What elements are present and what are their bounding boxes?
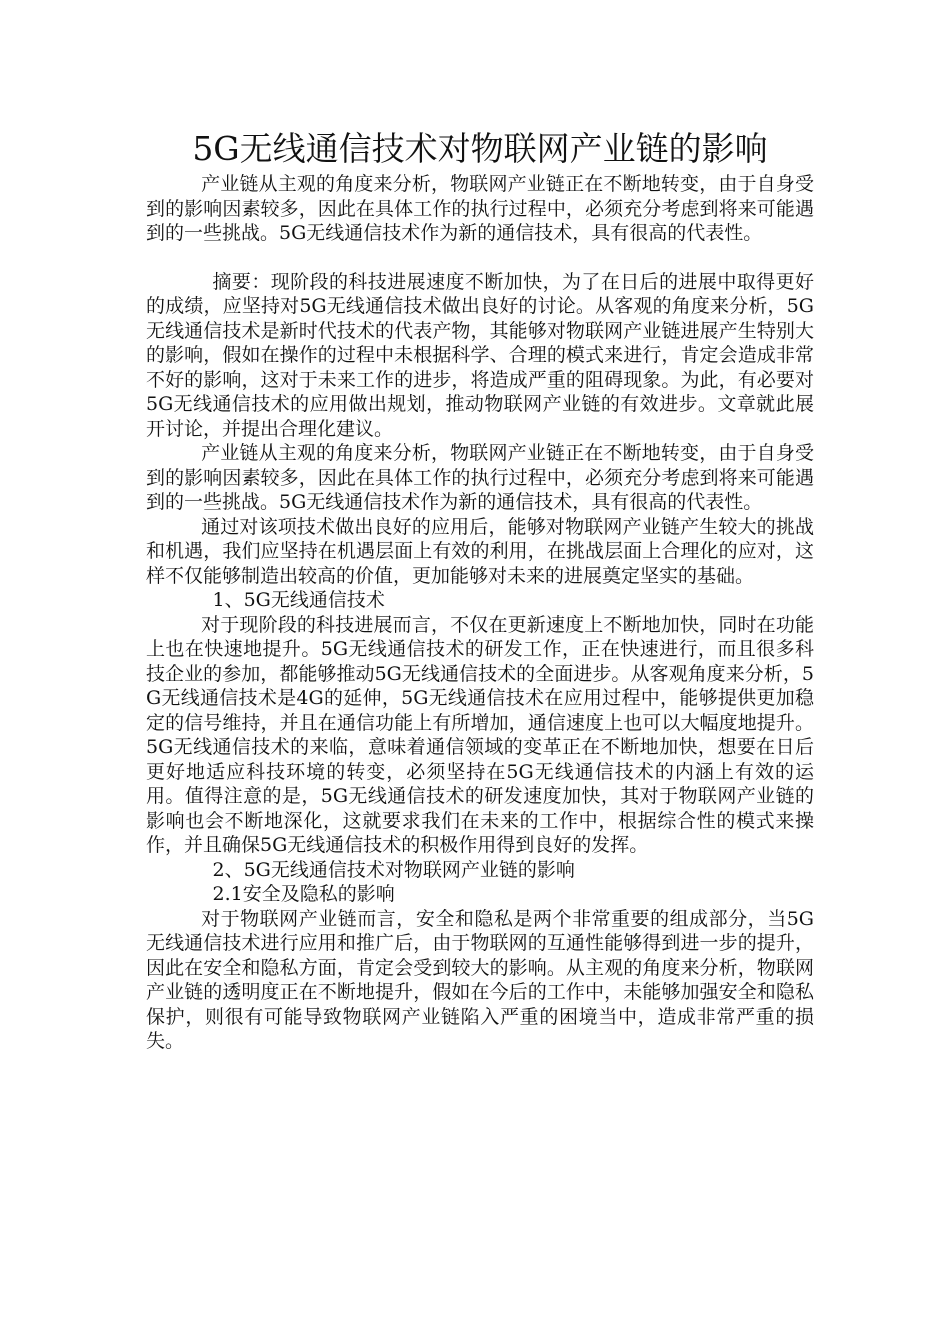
abstract-paragraph: 摘要：现阶段的科技进展速度不断加快，为了在日后的进展中取得更好的成绩，应坚持对5G无线通信技术做出良好的讨论。从客观的角度来分析，5G无线通信技术是新时代技术的代表产物，其能够对物联网产业链进展产生特别大的影响，假如在操作的过程中未根据科学、合理的模式来进行，肯定会造成非常不好的影响，这对于未来工作的进步，将造成严重的阻碍现象。为此，有必要对5G无线通信技术的应用做出规划，推动物联网产业链的有效进步。文章就此展开讨论，并提出合理化建议。	[146, 270, 814, 440]
intro-paragraph: 产业链从主观的角度来分析，物联网产业链正在不断地转变，由于自身受到的影响因素较多，因此在具体工作的执行过程中，必须充分考虑到将来可能遇到的一些挑战。5G无线通信技术作为新的通信技术，具有很高的代表性。	[146, 173, 814, 244]
section-heading-2: 2、5G无线通信技术对物联网产业链的影响	[212, 858, 575, 881]
document-page	[146, 126, 814, 1054]
subsection-heading-2-1: 2.1安全及隐私的影响	[212, 883, 395, 905]
document-title: 5G无线通信技术对物联网产业链的影响	[192, 129, 768, 168]
body-paragraph: 通过对该项技术做出良好的应用后，能够对物联网产业链产生较大的挑战和机遇，我们应坚持在机遇层面上有效的利用，在挑战层面上合理化的应对，这样不仅能够制造出较高的价值，更加能够对未来的进展奠定坚实的基础。	[146, 515, 814, 587]
body-paragraph: 产业链从主观的角度来分析，物联网产业链正在不断地转变，由于自身受到的影响因素较多，因此在具体工作的执行过程中，必须充分考虑到将来可能遇到的一些挑战。5G无线通信技术作为新的通信技术，具有很高的代表性。	[146, 442, 814, 513]
body-paragraph: 对于现阶段的科技进展而言，不仅在更新速度上不断地加快，同时在功能上也在快速地提升。5G无线通信技术的研发工作，正在快速进行，而且很多科技企业的参加，都能够推动5G无线通信技术的全面进步。从客观角度来分析，5G无线通信技术是4G的延伸，5G无线通信技术在应用过程中，能够提供更加稳定的信号维持，并且在通信功能上有所增加，通信速度上也可以大幅度地提升。5G无线通信技术的来临，意味着通信领域的变革正在不断地加快，想要在日后更好地适应科技环境的转变，必须坚持在5G无线通信技术的内涵上有效的运用。值得注意的是，5G无线通信技术的研发速度加快，其对于物联网产业链的影响也会不断地深化，这就要求我们在未来的工作中，根据综合性的模式来操作，并且确保5G无线通信技术的积极作用得到良好的发挥。	[146, 613, 814, 856]
body-paragraph: 对于物联网产业链而言，安全和隐私是两个非常重要的组成部分，当5G无线通信技术进行应用和推广后，由于物联网的互通性能够得到进一步的提升，因此在安全和隐私方面，肯定会受到较大的影响。从主观的角度来分析，物联网产业链的透明度正在不断地提升，假如在今后的工作中，未能够加强安全和隐私保护，则很有可能导致物联网产业链陷入严重的困境当中，造成非常严重的损失。	[146, 907, 814, 1052]
section-heading-1: 1、5G无线通信技术	[212, 589, 385, 611]
